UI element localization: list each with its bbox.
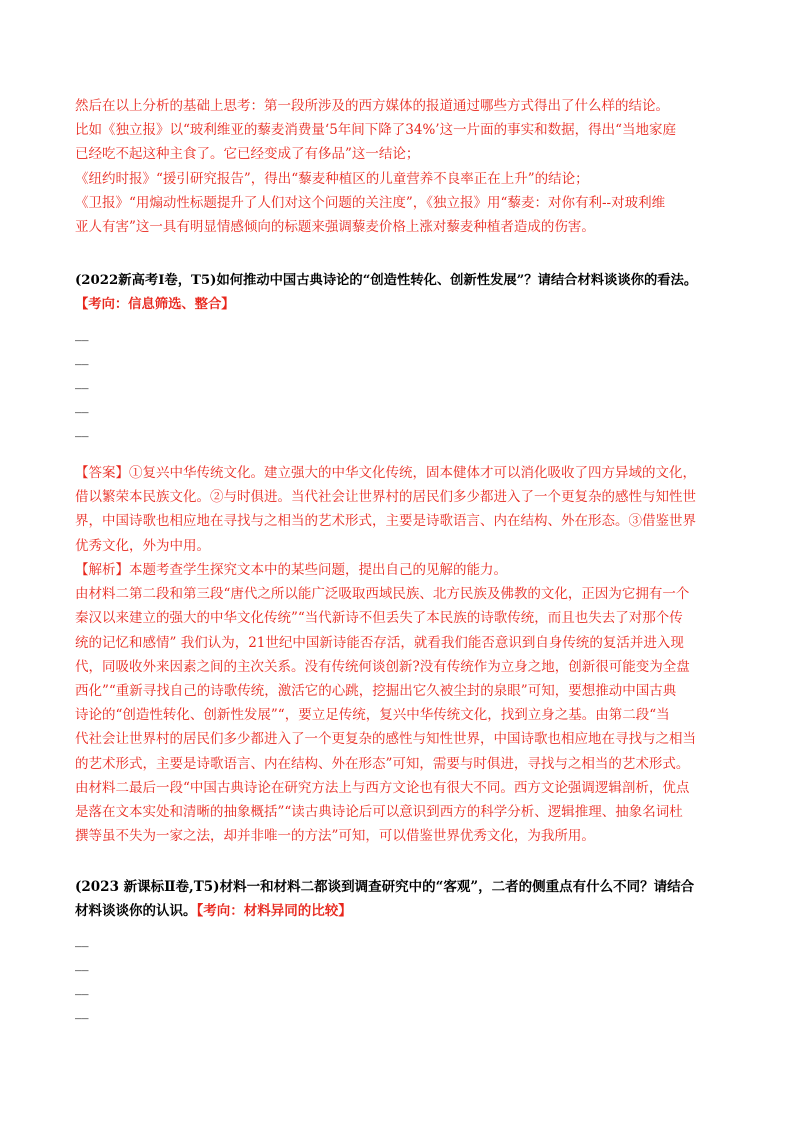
- text-line: 的艺术形式，主要是诗歌语言、内在结构、外在形态”可知，需要与时俱进，寻找与之相当的艺术形式。: [75, 755, 690, 772]
- answer-blanks-2: [75, 928, 89, 1024]
- analysis-intro-block: [75, 94, 727, 239]
- question-2-prefix: 材料谈谈你的认识。: [75, 903, 197, 920]
- blank-line: __: [75, 956, 89, 972]
- blank-line: __: [75, 374, 89, 390]
- blank-line: __: [75, 932, 89, 948]
- blank-line: __: [75, 326, 89, 342]
- text-line: 《卫报》“用煽动性标题提升了人们对这个问题的关注度”，《独立报》用“藜麦：对你有利--对玻利维: [75, 194, 666, 211]
- text-line: 代，同吸收外来因素之间的主次关系。没有传统何谈创新?没有传统作为立身之地，创新很可能变为全盘: [75, 658, 690, 675]
- text-line: 已经吃不起这种主食了。它已经变成了有侈品”这一结论；: [75, 146, 420, 163]
- question-1: [75, 269, 735, 317]
- question-2-text: (2023 新课标Ⅱ卷,T5)材料一和材料二都谈到调查研究中的“客观”，二者的侧重点有什么不同？请结合: [75, 879, 695, 895]
- text-line: 诗论的“创造性转化、创新性发展”“，要立足传统，复兴中华传统文化，找到立身之基。由第二段“当: [75, 707, 670, 724]
- text-line: 秦汉以来建立的强大的中华文化传统”“当代新诗不但丢失了本民族的诗歌传统，而且也失去了对那个传: [75, 610, 683, 627]
- blank-line: __: [75, 398, 89, 414]
- text-line: 【答案】①复兴中华传统文化。建立强大的中华文化传统，固本健体才可以消化吸收了四方异域的文化，: [75, 465, 696, 481]
- text-line: 优秀文化，外为中用。: [75, 537, 210, 554]
- text-line: 界，中国诗歌也相应地在寻找与之相当的艺术形式，主要是诗歌语言、内在结构、外在形态。③借鉴世界: [75, 513, 696, 530]
- blank-line: __: [75, 350, 89, 366]
- text-line: 由材料二最后一段“中国古典诗论在研究方法上与西方文论也有很大不同。西方文论强调逻辑剖析，优点: [75, 779, 690, 796]
- text-line: 西化”“重新寻找自己的诗歌传统，激活它的心跳，挖掘出它久被尘封的泉眼”可知，要想推动中国古典: [75, 683, 677, 700]
- question-2-text-cont: [75, 899, 735, 923]
- blank-line: __: [75, 422, 89, 438]
- blank-line: __: [75, 980, 89, 996]
- answer-block: [75, 461, 727, 558]
- text-line: 撰等虽不失为一家之法，却并非唯一的方法”可知，可以借鉴世界优秀文化，为我所用。: [75, 828, 595, 845]
- text-line: 代社会让世界村的居民们多少都进入了一个更复杂的感性与知性世界，中国诗歌也相应地在寻找与之相当: [75, 731, 696, 748]
- question-1-text: (2022新高考Ⅰ卷，T5)如何推动中国古典诗论的“创造性转化、创新性发展”？请结合材料谈谈你的看法。: [75, 273, 698, 288]
- text-line: 比如《独立报》以“玻利维亚的藜麦消费量‘5年间下降了34%’这一片面的事实和数据，得出“当地家庭: [75, 122, 676, 139]
- answer-blanks-1: [75, 322, 89, 442]
- text-line: 《纽约时报》“援引研究报告”，得出“藜麦种植区的儿童营养不良率正在上升”的结论；: [75, 170, 589, 187]
- analysis-block: [75, 558, 727, 848]
- text-line: 由材料二第二段和第三段“唐代之所以能广泛吸取西域民族、北方民族及佛教的文化，正因为它拥有一个: [75, 586, 690, 603]
- question-1-tag: 【考向：信息筛选、整合】: [75, 297, 235, 313]
- text-line: 【解析】本题考查学生探究文本中的某些问题，提出自己的见解的能力。: [75, 562, 507, 578]
- text-line: 借以繁荣本民族文化。②与时俱进。当代社会让世界村的居民们多少都进入了一个更复杂的感性与知性世: [75, 489, 696, 506]
- question-2: [75, 875, 735, 923]
- question-2-tag: 【考向：材料异同的比较】: [196, 903, 352, 920]
- text-line: 是落在文本实处和清晰的抽象概括”“读古典诗论后可以意识到西方的科学分析、逻辑推理、抽象名词杜: [75, 804, 683, 821]
- text-line: 亚人有害”这一具有明显情感倾向的标题来强调藜麦价格上涨对藜麦种植者造成的伤害。: [75, 219, 595, 236]
- text-line: 统的记忆和感情” 我们认为，21世纪中国新诗能否存活，就看我们能否意识到自身传统的复活并进入现: [75, 634, 684, 651]
- text-line: 然后在以上分析的基础上思考：第一段所涉及的西方媒体的报道通过哪些方式得出了什么样的结论。: [75, 98, 669, 114]
- blank-line: __: [75, 1004, 89, 1020]
